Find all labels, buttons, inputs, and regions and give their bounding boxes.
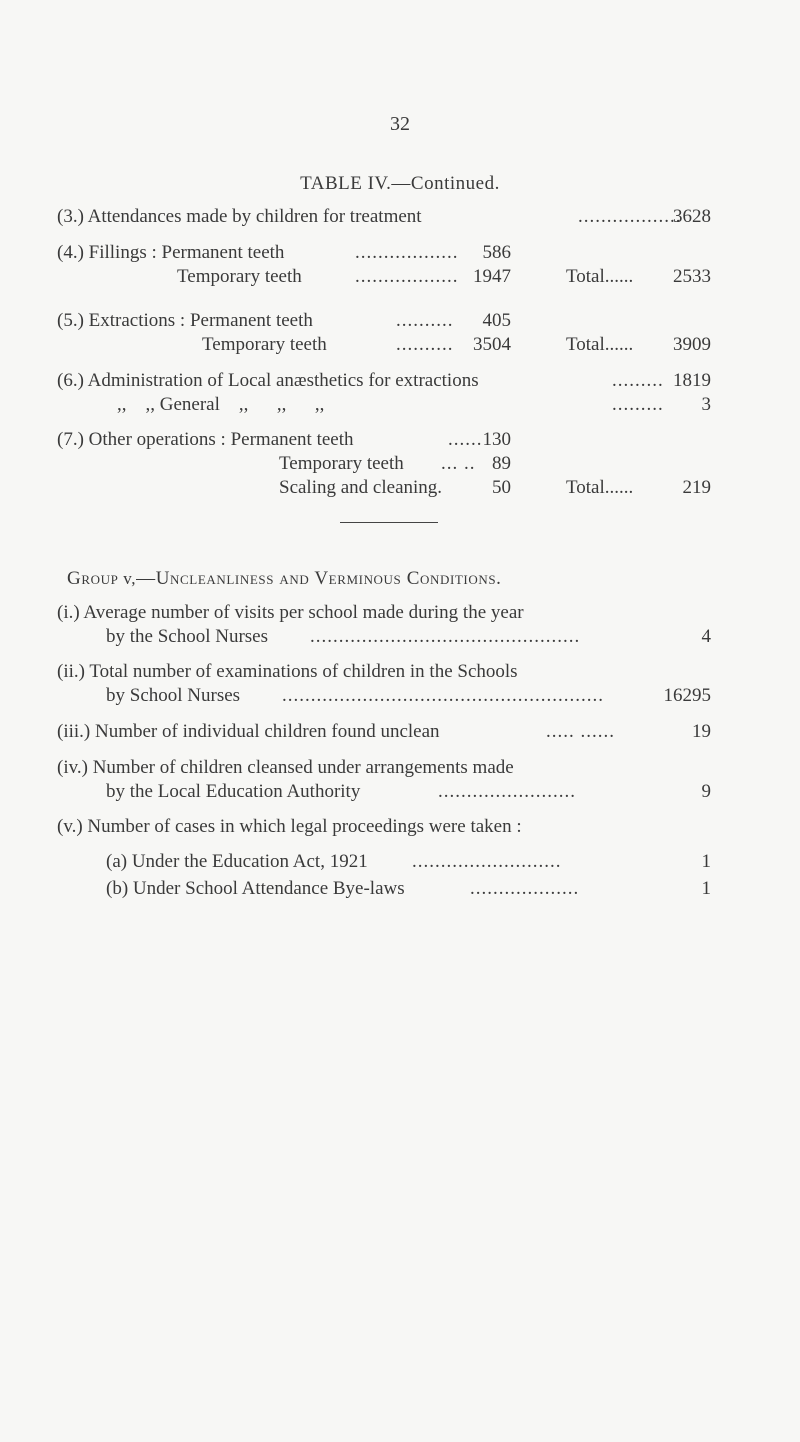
section-divider <box>340 522 438 523</box>
item-v-line-1: (v.) Number of cases in which legal proceedings were taken : <box>57 816 522 837</box>
table-title: TABLE IV.—Continued. <box>300 173 500 194</box>
item-v-b-dots: ................... <box>470 878 580 899</box>
row-4-line-2-text: Temporary teeth <box>177 266 302 287</box>
group-5-heading <box>67 568 502 590</box>
item-iv-value: 9 <box>701 781 711 802</box>
row-4-line-1-text: (4.) Fillings : Permanent teeth <box>57 242 285 263</box>
row-4-line-1-dots: .................. <box>355 242 459 263</box>
group-5-heading-title: —Uncleanliness and Verminous Conditions. <box>136 568 502 589</box>
group-5-heading-number: v, <box>123 569 137 588</box>
row-5-line-2-dots: .......... <box>396 334 454 355</box>
row-7-line-3-value: 50 <box>492 477 511 498</box>
item-v-a-value: 1 <box>701 851 711 872</box>
row-4-line-2-dots: .................. <box>355 266 459 287</box>
row-7-line-1-value: 130 <box>482 429 511 450</box>
row-5-line-1-text: (5.) Extractions : Permanent teeth <box>57 310 313 331</box>
row-6-line-2-dots: ......... <box>612 394 664 415</box>
row-6-line-2-value: 3 <box>701 394 711 415</box>
row-5-total-value: 3909 <box>673 334 711 355</box>
item-iii-value: 19 <box>692 721 711 742</box>
row-7-line-2-value: 89 <box>492 453 511 474</box>
row-5-line-2-text: Temporary teeth <box>202 334 327 355</box>
item-ii-line-2: by School Nurses <box>106 685 241 706</box>
item-v-a-dots: .......................... <box>412 851 562 872</box>
row-4-total-label: Total...... <box>566 266 634 287</box>
row-5-line-2-value: 3504 <box>473 334 511 355</box>
group-5-heading-group: Group <box>67 568 119 589</box>
item-iv-line-1: (iv.) Number of children cleansed under arrangements made <box>57 757 514 778</box>
row-7-total-value: 219 <box>682 477 711 498</box>
row-5-line-1-value: 405 <box>482 310 511 331</box>
row-4-line-2-value: 1947 <box>473 266 511 287</box>
row-3-dots: .................. <box>578 206 682 227</box>
item-iii-line-1: (iii.) Number of individual children found unclean <box>57 721 440 742</box>
row-5-total-label: Total...... <box>566 334 634 355</box>
item-v-a-text: (a) Under the Education Act, 1921 <box>106 851 368 872</box>
item-i-dots: ............................................... <box>310 626 581 647</box>
row-6-line-1-text: (6.) Administration of Local anæsthetics for extractions <box>57 370 479 391</box>
item-ii-dots: ........................................................ <box>282 685 604 706</box>
row-6-line-2-text: ,, ,, General ,, ,, ,, <box>117 394 325 415</box>
row-6-line-1-value: 1819 <box>673 370 711 391</box>
item-i-value: 4 <box>701 626 711 647</box>
row-7-line-3-text: Scaling and cleaning. <box>279 477 443 498</box>
row-6-line-1-dots: ......... <box>612 370 664 391</box>
item-v-b-text: (b) Under School Attendance Bye-laws <box>106 878 405 899</box>
row-7-line-1-dots: ...... <box>448 429 483 450</box>
page-number: 32 <box>390 113 410 135</box>
row-5-line-1-dots: .......... <box>396 310 454 331</box>
item-iv-line-2: by the Local Education Authority <box>106 781 361 802</box>
row-7-total-label: Total...... <box>566 477 634 498</box>
row-7-line-2-text: Temporary teeth <box>279 453 404 474</box>
item-i-line-2: by the School Nurses <box>106 626 269 647</box>
row-4-total-value: 2533 <box>673 266 711 287</box>
row-3-value: 3628 <box>673 206 711 227</box>
row-4-line-1-value: 586 <box>482 242 511 263</box>
item-i-line-1: (i.) Average number of visits per school made during the year <box>57 602 524 623</box>
item-v-b-value: 1 <box>701 878 711 899</box>
row-3-text: (3.) Attendances made by children for treatment <box>57 206 422 227</box>
item-iii-dots: ..... ...... <box>546 721 615 742</box>
item-iv-dots: ........................ <box>438 781 576 802</box>
item-ii-line-1: (ii.) Total number of examinations of children in the Schools <box>57 661 518 682</box>
row-7-line-2-dots: ... .. <box>441 453 476 474</box>
item-ii-value: 16295 <box>663 685 711 706</box>
row-7-line-1-text: (7.) Other operations : Permanent teeth <box>57 429 354 450</box>
